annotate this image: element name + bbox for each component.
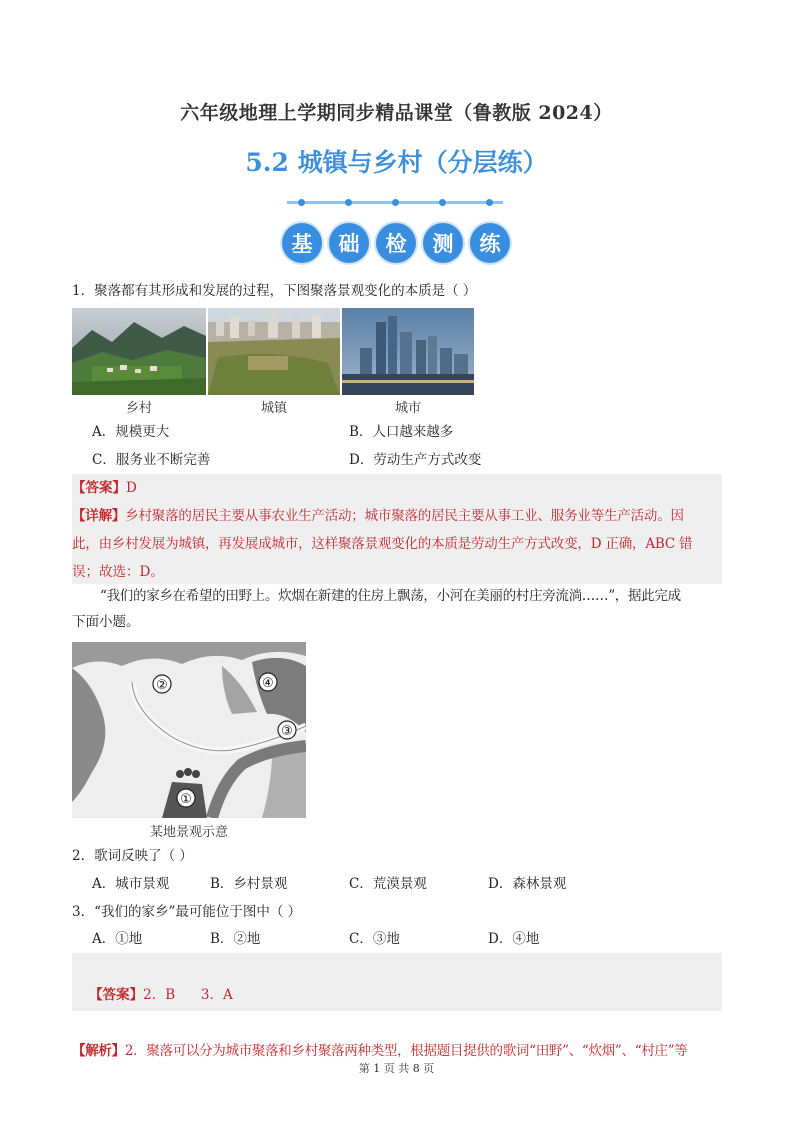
banner-dot [345, 199, 352, 206]
q23-answer-block [72, 953, 722, 1059]
answer-value: D [126, 480, 137, 496]
city-photo [342, 308, 474, 395]
detail-text-1: 乡村聚落的居民主要从事农业生产活动；城市聚落的居民主要从事工业、服务业等生产活动。因 [125, 508, 684, 524]
q2-option-b: B．乡村景观 [210, 876, 288, 892]
q1-answer-line [72, 474, 722, 502]
answer-value: 2．B 3．A [143, 987, 233, 1003]
question-1-stem: 1．聚落都有其形成和发展的过程，下图聚落景观变化的本质是（ ） [72, 283, 477, 299]
banner-char: 础 [329, 223, 369, 263]
q1-option-a: A．规模更大 [92, 424, 170, 440]
q1-option-c: C．服务业不断完善 [92, 452, 211, 468]
map-caption: 某地景观示意 [149, 825, 228, 840]
header-title: 六年级地理上学期同步精品课堂（鲁教版 2024） [180, 102, 613, 124]
q3-option-a: A．①地 [92, 931, 143, 947]
banner-char: 基 [282, 223, 322, 263]
detail-text-2: 此，由乡村发展为城镇，再发展成城市，这样聚落景观变化的本质是劳动生产方式改变，D 正确，ABC 错 [72, 536, 693, 552]
village-caption: 乡村 [125, 401, 152, 416]
q2-option-c: C．荒漠景观 [349, 876, 427, 892]
q3-option-d: D．④地 [488, 931, 540, 947]
detail-text-3: 误；故选：D。 [72, 564, 164, 580]
town-caption: 城镇 [260, 401, 287, 416]
banner-dot [439, 199, 446, 206]
passage-line-2: 下面小题。 [72, 614, 140, 630]
banner-char: 检 [376, 223, 416, 263]
marker-3: ③ [281, 724, 293, 739]
q1-option-b: B．人口越来越多 [349, 424, 454, 440]
question-2-stem: 2．歌词反映了（ ） [72, 848, 193, 864]
village-photo [72, 308, 206, 395]
question-3-stem: 3．“我们的家乡”最可能位于图中（ ） [72, 904, 302, 920]
banner-char: 练 [470, 223, 510, 263]
marker-2: ② [156, 678, 168, 693]
marker-1: ① [180, 792, 192, 807]
q3-option-b: B．②地 [210, 931, 261, 947]
marker-4: ④ [262, 676, 274, 691]
passage-line-1: “我们的家乡在希望的田野上。炊烟在新建的住房上飘荡，小河在美丽的村庄旁流淌……”，据此完成 [100, 588, 681, 604]
answer-label: 【答案】 [72, 480, 126, 496]
page-footer: 第 1 页 共 8 页 [358, 1062, 435, 1075]
analysis-label: 【解析】 [72, 1043, 125, 1059]
q1-option-d: D．劳动生产方式改变 [349, 452, 482, 468]
q2-option-a: A．城市景观 [92, 876, 170, 892]
q23-answer-line [72, 953, 722, 1037]
banner-dot [392, 199, 399, 206]
banner-dot [486, 199, 493, 206]
analysis-text: 2．聚落可以分为城市聚落和乡村聚落两种类型，根据题目提供的歌词“田野”、“炊烟”、“村庄”等 [124, 1043, 688, 1059]
q1-answer-block [72, 474, 722, 584]
answer-label: 【答案】 [89, 987, 144, 1003]
city-caption: 城市 [394, 401, 421, 416]
q3-option-c: C．③地 [349, 931, 400, 947]
banner-char: 测 [423, 223, 463, 263]
banner-dot [298, 199, 305, 206]
town-photo [208, 308, 340, 395]
q2-option-d: D．森林景观 [488, 876, 567, 892]
lesson-title: 5.2 城镇与乡村（分层练） [245, 148, 548, 177]
landscape-map [72, 642, 306, 818]
q1-detail-line-1 [72, 502, 722, 530]
detail-label: 【详解】 [72, 508, 126, 524]
